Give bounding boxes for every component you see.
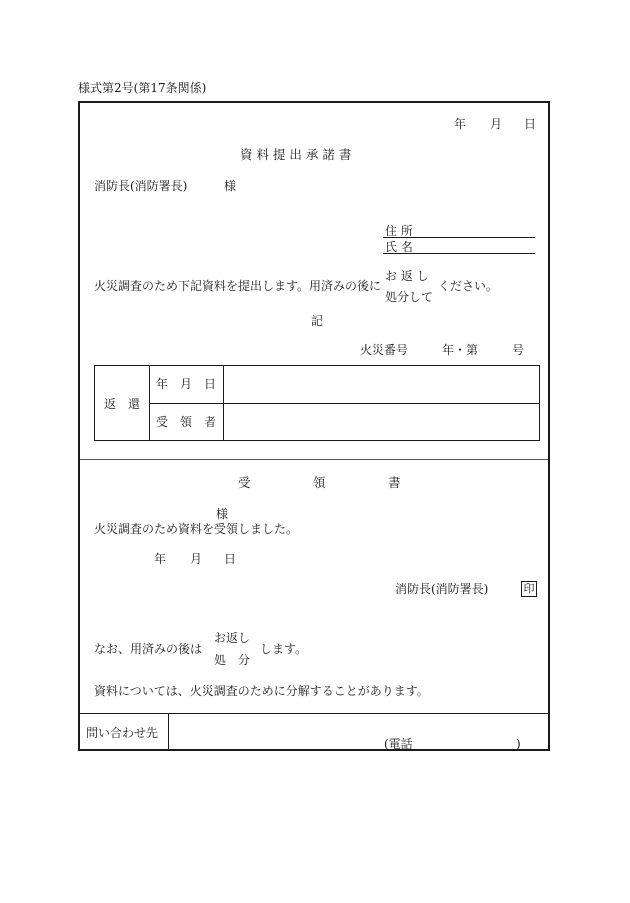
return-label: 返 還 bbox=[104, 397, 141, 411]
consent-option-dispose: 処分して bbox=[385, 290, 434, 304]
phone-close: ) bbox=[516, 737, 521, 751]
consent-option-return: お 返 し bbox=[385, 269, 429, 283]
applicant-address-line bbox=[383, 225, 535, 238]
consent-date-day: 日 bbox=[524, 117, 537, 131]
return-table-row-divider bbox=[149, 403, 539, 404]
consent-date-month: 月 bbox=[490, 117, 503, 131]
receipt-statement: 火災調査のため資料を受領しました。 bbox=[94, 522, 299, 536]
receipt-issuer: 消防長(消防署長) bbox=[395, 582, 489, 596]
return-recipient-label: 受 領 者 bbox=[156, 415, 217, 429]
consent-addressee-honorific: 様 bbox=[224, 179, 237, 193]
receipt-note-suffix: します。 bbox=[260, 642, 308, 656]
ki-label: 記 bbox=[311, 314, 324, 328]
seal-icon: 印 bbox=[521, 581, 537, 597]
receipt-option-return: お返し bbox=[214, 631, 251, 645]
consent-date-year: 年 bbox=[454, 117, 467, 131]
applicant-address-label: 住 所 bbox=[385, 224, 413, 238]
consent-title: 資 料 提 出 承 諾 書 bbox=[240, 147, 352, 162]
phone-label: (電話 bbox=[384, 737, 413, 751]
consent-statement-prefix: 火災調査のため下記資料を提出します。用済みの後に bbox=[94, 279, 382, 293]
receipt-date-year: 年 bbox=[154, 552, 167, 566]
consent-addressee: 消防長(消防署長) bbox=[94, 179, 188, 193]
fire-number-suffix: 号 bbox=[512, 343, 525, 357]
footer-divider bbox=[80, 713, 548, 714]
receipt-note-prefix: なお、用済みの後は bbox=[94, 642, 203, 656]
receipt-option-dispose: 処 分 bbox=[214, 653, 251, 667]
footer-column-divider bbox=[168, 713, 169, 749]
fire-number-label: 火災番号 bbox=[360, 343, 409, 357]
applicant-name-line bbox=[383, 241, 535, 254]
receipt-disclaimer: 資料については、火災調査のために分解することがあります。 bbox=[94, 684, 429, 698]
fire-number-year: 年・第 bbox=[442, 343, 479, 357]
consent-statement-suffix: ください。 bbox=[438, 279, 499, 293]
form-number: 様式第2号(第17条関係) bbox=[78, 81, 207, 95]
section-divider bbox=[80, 459, 548, 460]
return-date-label: 年 月 日 bbox=[156, 377, 217, 391]
applicant-name-label: 氏 名 bbox=[385, 240, 413, 254]
receipt-date-month: 月 bbox=[190, 552, 203, 566]
receipt-title: 受 領 書 bbox=[238, 475, 401, 490]
inquiry-label: 問い合わせ先 bbox=[86, 726, 159, 740]
receipt-date-day: 日 bbox=[224, 552, 237, 566]
receipt-honorific: 様 bbox=[216, 507, 229, 521]
